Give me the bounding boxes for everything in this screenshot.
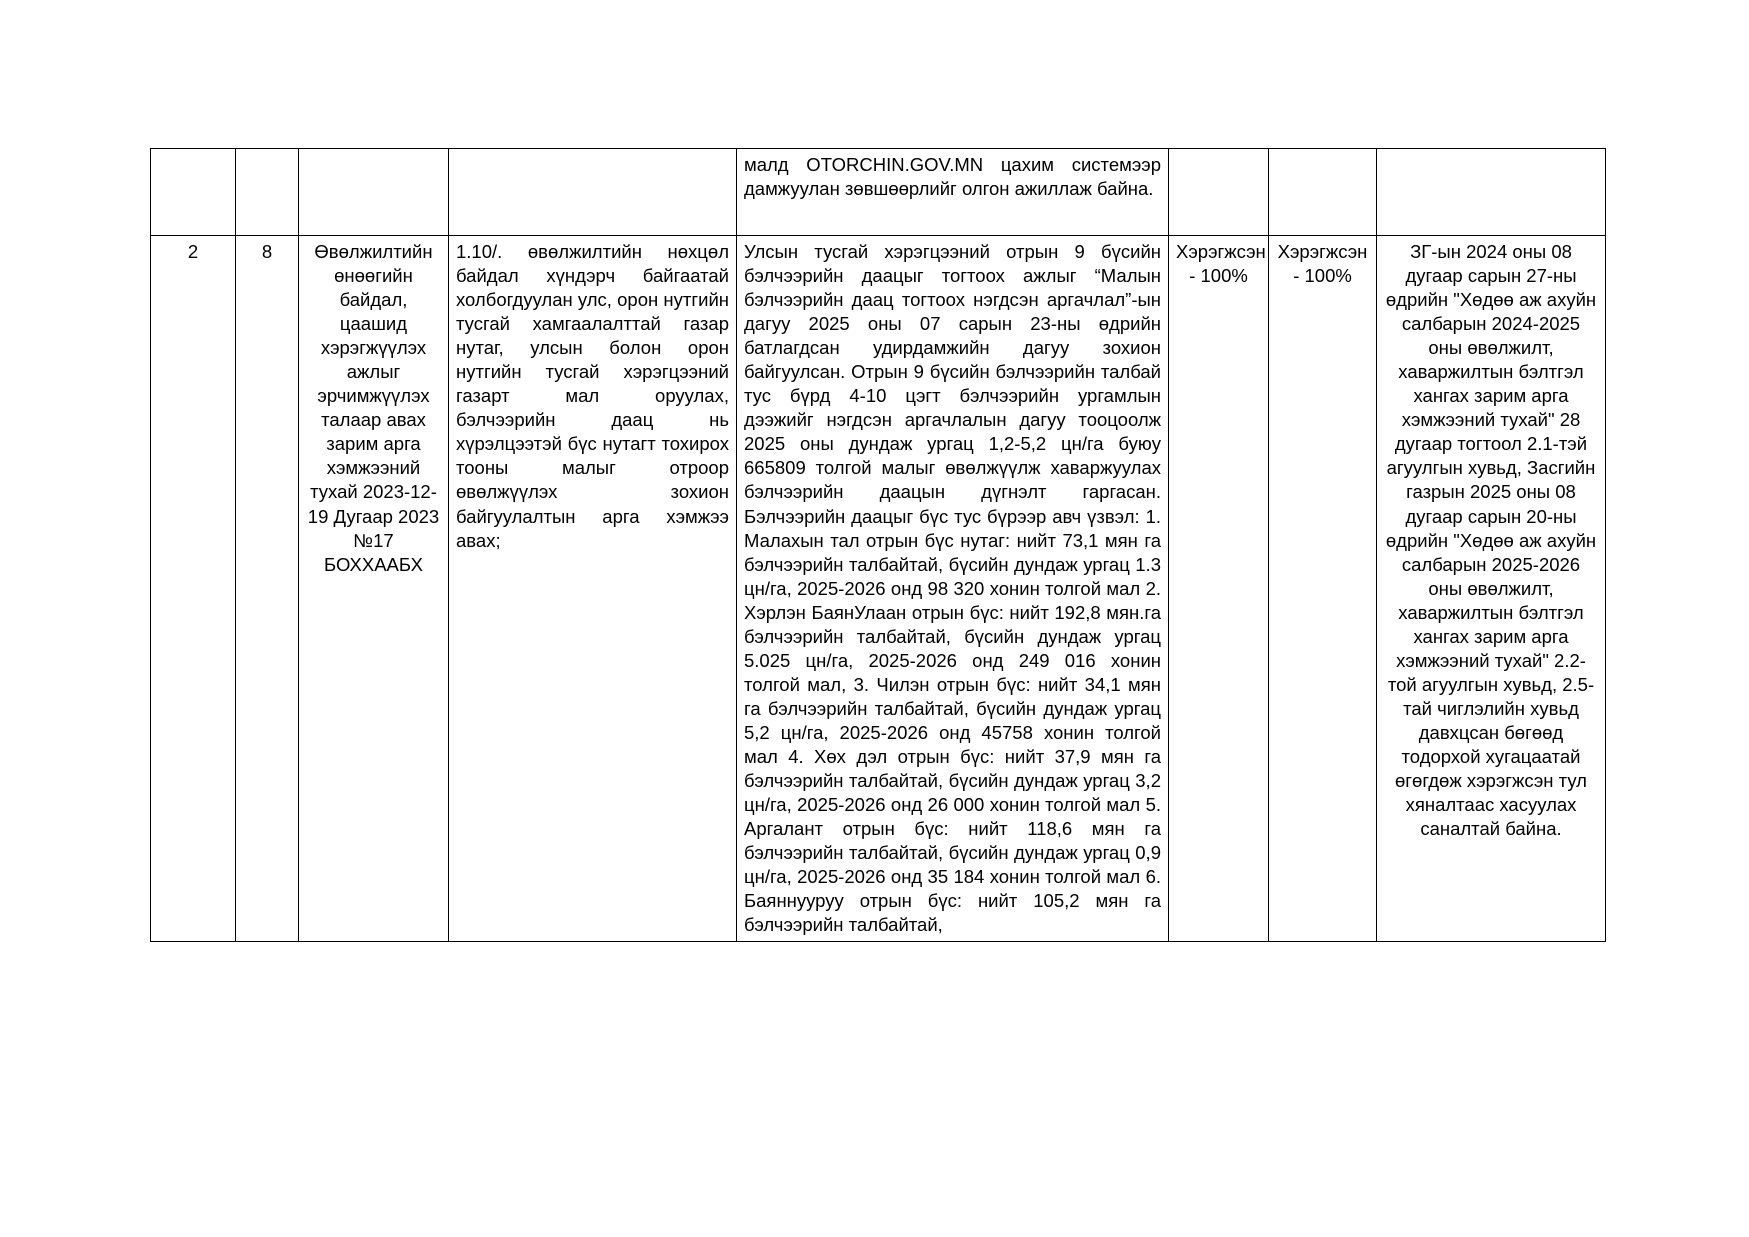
table-row <box>151 149 1606 236</box>
cell-percent-eval: Хэрэгжсэн - 100% <box>1269 236 1377 942</box>
cell-conclusion: ЗГ-ын 2024 оны 08 дугаар сарын 27-ны өдрийн "Хөдөө аж ахуйн салбарын 2024-2025 оны өвөлжилт, хаваржилтын бэлтгэл хангах зарим арга хэмжээний тухай" 28 дугаар тогтоол 2.1-тэй агуулгын хувьд, Засгийн газрын 2025 оны 08 дугаар сарын 20-ны өдрийн "Хөдөө аж ахуйн салбарын 2025-2026 оны өвөлжилт, хаваржилтын бэлтгэл хангах зарим арга хэмжээний тухай" 2.2-той агуулгын хувьд, 2.5-тай чиглэлийн хувьд давхцсан бөгөөд тодорхой хугацаатай өгөгдөж хэрэгжсэн тул хяналтаас хасуулах саналтай байна. <box>1377 236 1606 942</box>
cell-resolution <box>299 149 449 236</box>
cell-number: 2 <box>151 236 236 942</box>
cell-resolution: Өвөлжилтийн өнөөгийн байдал, цаашид хэрэгжүүлэх ажлыг эрчимжүүлэх талаар авах зарим арга хэмжээний тухай 2023-12-19 Дугаар 2023 №17 БОХХААБХ <box>299 236 449 942</box>
cell-percent-self: Хэрэгжсэн - 100% <box>1169 236 1269 942</box>
report-table <box>150 148 1606 942</box>
cell-clause: 1.10/. өвөлжилтийн нөхцөл байдал хүндэрч байгаатай холбогдуулан улс, орон нутгийн тусгай хамгаалалттай газар нутаг, улсын болон орон нутгийн тусгай хэрэгцээний газарт мал оруулах, бэлчээрийн даац нь хүрэлцээтэй бүс нутагт тохирох тооны малыг отроор өвөлжүүлэх зохион байгуулалтын арга хэмжээ авах; <box>449 236 737 942</box>
cell-sequence: 8 <box>236 236 299 942</box>
cell-sequence <box>236 149 299 236</box>
table-row <box>151 236 1606 942</box>
cell-implementation: Улсын тусгай хэрэгцээний отрын 9 бүсийн бэлчээрийн даацыг тогтоох ажлыг “Малын бэлчээрийн даац тогтоох нэгдсэн аргачлал”-ын дагуу 2025 оны 07 сарын 23-ны өдрийн батлагдсан удирдамжийн дагуу зохион байгуулсан. Отрын 9 бүсийн бэлчээрийн талбай тус бүрд 4-10 цэгт бэлчээрийн ургамлын дээжийг нэгдсэн аргачлалын дагуу тооцоолж 2025 оны дундаж ургац 1,2-5,2 цн/га буюу 665809 толгой малыг өвөлжүүлж хаваржуулах бэлчээрийн даацын дүгнэлт гаргасан. Бэлчээрийн даацыг бүс тус бүрээр авч үзвэл: 1. Малахын тал отрын бүс нутаг: нийт 73,1 мян га бэлчээрийн талбайтай, бүсийн дундаж ургац 1.3 цн/га, 2025-2026 онд 98 320 хонин толгой мал 2. Хэрлэн БаянУлаан отрын бүс: нийт 192,8 мян.га бэлчээрийн талбайтай, бүсийн дундаж ургац 5.025 цн/га, 2025-2026 онд 249 016 хонин толгой мал, 3. Чилэн отрын бүс: нийт 34,1 мян га бэлчээрийн талбайтай, бүсийн дундаж ургац 5,2 цн/га, 2025-2026 онд 45758 хонин толгой мал 4. Хөх дэл отрын бүс: нийт 37,9 мян га бэлчээрийн талбайтай, бүсийн дундаж ургац 3,2 цн/га, 2025-2026 онд 26 000 хонин толгой мал 5. Аргалант отрын бүс: нийт 118,6 мян га бэлчээрийн талбайтай, бүсийн дундаж ургац 0,9 цн/га, 2025-2026 онд 35 184 хонин толгой мал 6. Баяннууруу отрын бүс: нийт 105,2 мян га бэлчээрийн талбайтай, <box>737 236 1169 942</box>
cell-implementation: малд OTORCHIN.GOV.MN цахим системээр дамжуулан зөвшөөрлийг олгон ажиллаж байна. <box>737 149 1169 236</box>
cell-percent-self <box>1169 149 1269 236</box>
table-container <box>150 148 1605 942</box>
cell-number <box>151 149 236 236</box>
cell-clause <box>449 149 737 236</box>
cell-percent-eval <box>1269 149 1377 236</box>
cell-conclusion <box>1377 149 1606 236</box>
